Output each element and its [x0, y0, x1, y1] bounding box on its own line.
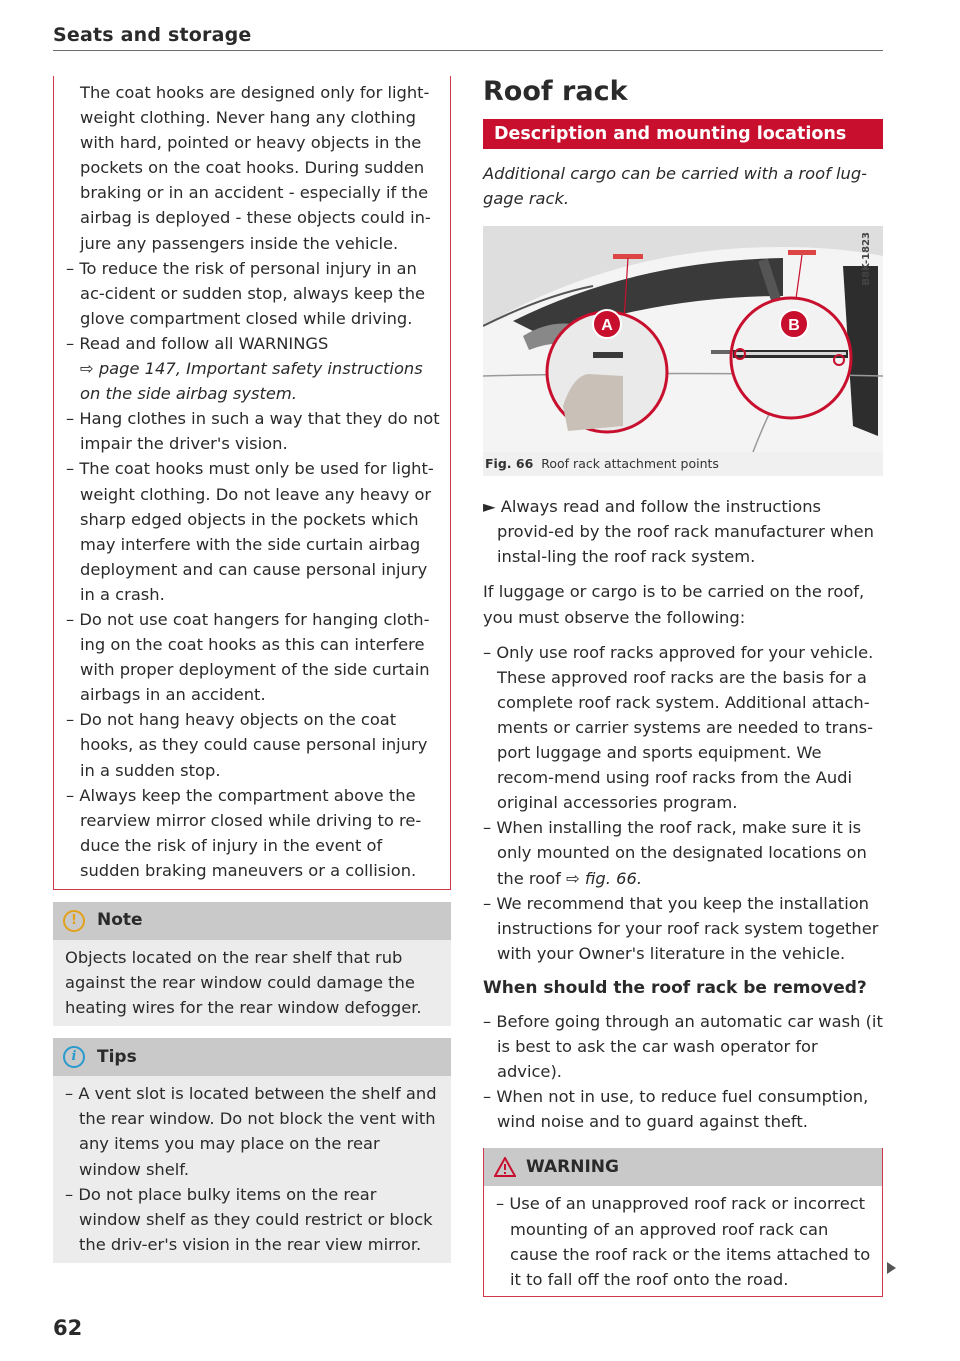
warning-item: – Always keep the compartment above the rearview mirror closed while driving to re-duce the risk of injury in the event of sudden braking maneuvers or a collision.: [66, 785, 422, 880]
tips-item: – A vent slot is located between the shelf and the rear window. Do not block the vent with any items you may place on the rear window shelf.: [65, 1084, 437, 1179]
instruction-text: ► Always read and follow the instructions provid-ed by the roof rack manufacturer when instal-ling the roof rack system.: [483, 497, 874, 567]
page-header: [53, 24, 883, 51]
tips-header: [53, 1038, 451, 1076]
removal-item: – Before going through an automatic car wash (it is best to ask the car wash operator for advice).: [483, 1011, 883, 1082]
roof-rack-figure: [483, 226, 883, 452]
warning-item: – Use of an unapproved roof rack or incorrect mounting of an approved roof rack can cause the roof rack or the items attached to it to fall off the roof onto the road.: [496, 1194, 871, 1289]
warning-title: WARNING: [526, 1156, 619, 1177]
note-title: Note: [97, 910, 143, 931]
info-icon: i: [63, 1046, 85, 1068]
observe-text: If luggage or cargo is to be carried on the roof, you must observe the following:: [483, 582, 865, 627]
warning-body: [484, 1186, 882, 1295]
intro-text: Additional cargo can be carried with a roof lug-gage rack.: [483, 164, 868, 209]
figure-id: B8K-1823: [860, 232, 872, 286]
removal-item: – When not in use, to reduce fuel consumption, wind noise and to guard against theft.: [483, 1087, 869, 1132]
list-item: – When installing the roof rack, make sure it is only mounted on the designated locations on the roof ⇨ fig. 66.: [483, 818, 867, 888]
note-body: Objects located on the rear shelf that rub against the rear window could damage the heating wires for the rear window defogger.: [53, 940, 451, 1026]
section-title: Seats and storage: [53, 24, 252, 46]
warning-triangle-icon: [494, 1157, 516, 1177]
warning-box: [483, 1148, 883, 1296]
tips-body: [53, 1076, 451, 1263]
warning-header: [484, 1148, 882, 1186]
figure-caption: [483, 452, 883, 476]
list-item: – We recommend that you keep the installation instructions for your roof rack system together with your Owner's literature in the vehicle.: [483, 893, 879, 963]
warning-text: The coat hooks are designed only for light-weight clothing. Never hang any clothing with hard, pointed or heavy objects in the pockets on the coat hooks. During sudden braking or in an accident - especially if the airbag is deployed - these objects could in-jure any passengers inside the vehicle.: [80, 83, 431, 253]
exclamation-icon: !: [63, 910, 85, 932]
warning-item: – Hang clothes in such a way that they do not impair the driver's vision.: [66, 409, 440, 454]
right-column: [483, 76, 883, 1297]
figure-label: Fig. 66: [485, 456, 534, 472]
subsection-banner: Description and mounting locations: [483, 119, 883, 149]
figure-caption-text: Roof rack attachment points: [541, 456, 719, 472]
left-column: [53, 76, 451, 1263]
marker-b-label: B: [788, 317, 800, 335]
roof-rack-title: Roof rack: [483, 76, 628, 107]
requirements-list: [483, 640, 883, 966]
warning-box-continued: [53, 76, 451, 890]
warning-item: – The coat hooks must only be used for light-weight clothing. Do not leave any heavy or sharp edged objects in the pockets which may interfere with the side curtain airbag deployment and can cause personal injury in a crash.: [66, 459, 434, 604]
figure-link[interactable]: ⇨ fig. 66.: [566, 868, 642, 888]
note-header: [53, 902, 451, 940]
removal-heading: When should the roof rack be removed?: [483, 977, 867, 998]
warning-item: – To reduce the risk of personal injury in an ac-cident or sudden stop, always keep the glove compartment closed while driving.: [66, 258, 426, 328]
list-item: – Only use roof racks approved for your vehicle. These approved roof racks are the basis for a complete roof rack system. Additional attach-ments or carrier systems are needed to trans-port luggage and sports equipment. We recom-mend using roof racks from the Audi original accessories program.: [483, 642, 874, 813]
cross-reference-link[interactable]: ⇨ page 147, Important safety instructions on the side airbag system.: [80, 359, 423, 404]
marker-a-label: A: [601, 317, 613, 335]
tips-title: Tips: [97, 1046, 137, 1067]
tips-item: – Do not place bulky items on the rear window shelf as they could restrict or block the driv-er's vision in the rear view mirror.: [65, 1184, 433, 1254]
warning-item: – Do not hang heavy objects on the coat hooks, as they could cause personal injury in a sudden stop.: [66, 710, 428, 780]
warning-item: – Read and follow all WARNINGS ⇨ page 147, Important safety instructions on the side airbag system.: [66, 333, 423, 404]
page-number: 62: [53, 1316, 83, 1340]
continue-arrow-icon: [887, 1262, 896, 1274]
car-roof-illustration: [483, 226, 883, 452]
warning-item: – Do not use coat hangers for hanging cloth-ing on the coat hooks as this can interfere with proper deployment of the side curtain airbags in an accident.: [66, 609, 430, 705]
